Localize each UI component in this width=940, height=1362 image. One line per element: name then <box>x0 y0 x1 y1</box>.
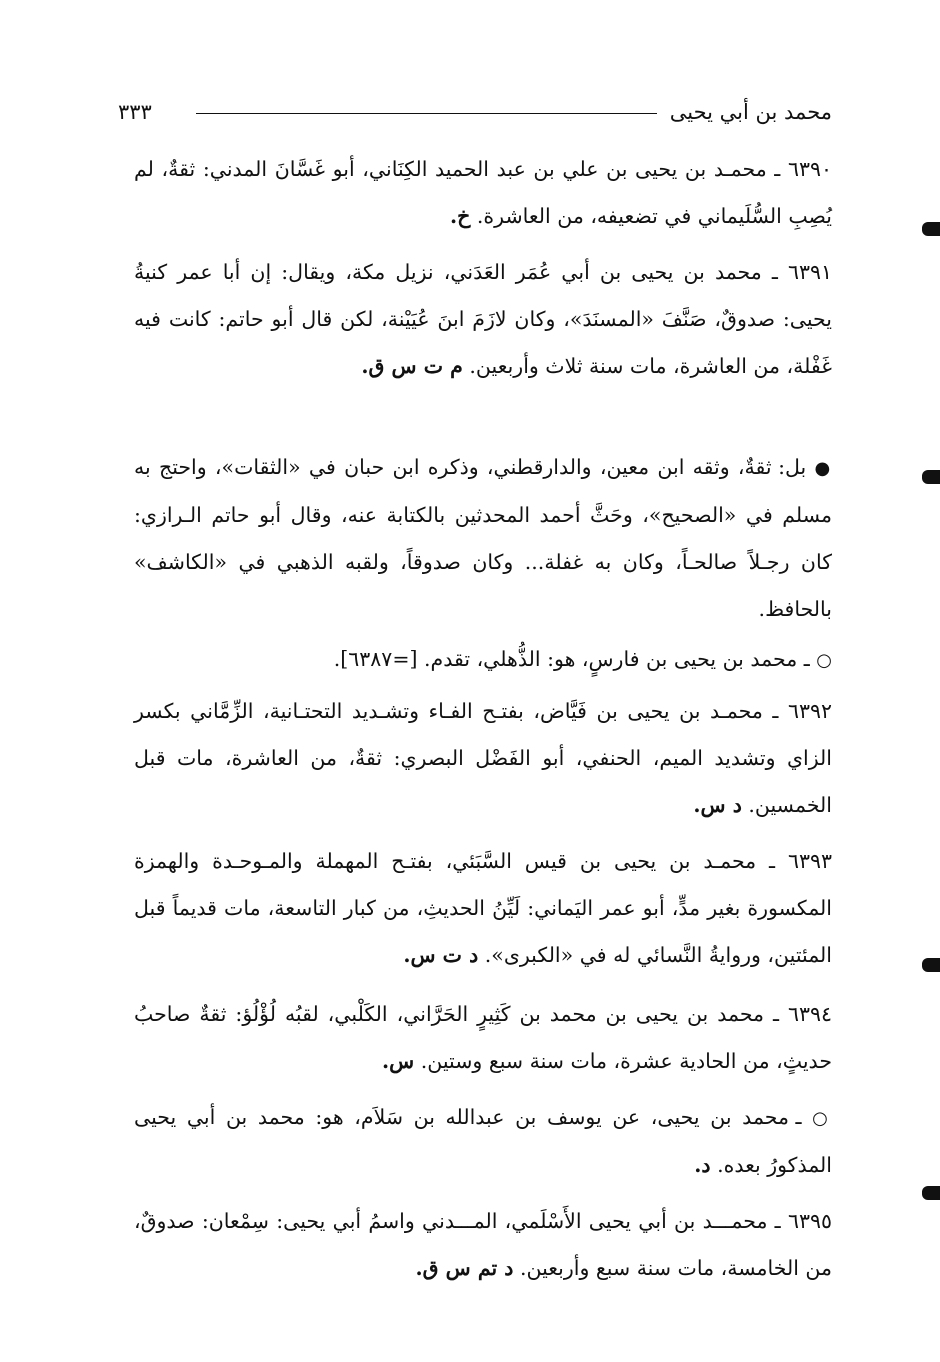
entry-sigla: س. <box>382 1049 415 1073</box>
cross-reference-abi-yahya <box>134 1094 832 1189</box>
entry-6395 <box>134 1198 832 1292</box>
header-rule <box>196 113 657 114</box>
cross-reference-6387 <box>134 636 832 684</box>
entry-sigla: د س. <box>693 793 742 817</box>
entry-text: ٦٣٩٠ ـ محمـد بن يحيى بن علي بن عبد الحميد الكِنَاني، أبو غَسَّانَ المدني: ثقةٌ، لم يُصِبِ السُّلَيماني في تضعيفه، من العاشرة. <box>134 157 832 228</box>
entry-sigla: د. <box>694 1153 711 1177</box>
page-number: ٣٣٣ <box>118 100 152 124</box>
entry-sigla: خ. <box>449 204 471 228</box>
entry-6392 <box>134 688 832 829</box>
entry-6391 <box>134 249 832 390</box>
commentary-note <box>134 444 832 633</box>
page-edge-mark <box>922 222 940 236</box>
hollow-bullet-icon: ○ <box>812 1108 832 1129</box>
header-title: محمد بن أبي يحيى <box>669 100 832 124</box>
entry-text: ٦٣٩٣ ـ محمـد بن يحيى بن قيس السَّبَئي، بفتـح المهملة والمـوحـدة والهمزة المكسورة بغير مدٍّ، أبو عمر اليَماني: لَيِّنُ الحديثِ، من كبار التاسعة، مات قديماً قبل المئتين، وروايةُ النَّسائي له في «الكبرى». <box>134 849 832 967</box>
entry-6390 <box>134 146 832 240</box>
entry-text: ٦٣٩١ ـ محمد بن يحيى بن أبي عُمَر العَدَني، نزيل مكة، ويقال: إن أبا عمر كنيةُ يحيى: صدوقٌ، صَنَّفَ «المسنَدَ»، وكان لازَمَ ابنَ عُيَيْنة، لكن قال أبو حاتم: كانت فيه غَفْلة، من العاشرة، مات سنة ثلاث وأربعين. <box>134 260 832 378</box>
entry-text: ٦٣٩٥ ـ محمـــد بن أبي يحيى الأَسْلَمي، المـــدني واسمُ أبي يحيى: سِمْعان: صدوقٌ، من الخامسة، مات سنة سبع وأربعين. <box>134 1209 832 1280</box>
filled-bullet-icon: ● <box>814 458 832 479</box>
entry-6393 <box>134 838 832 979</box>
page-edge-mark <box>922 958 940 972</box>
entry-sigla: د تم س ق. <box>415 1256 514 1280</box>
page-edge-mark <box>922 1186 940 1200</box>
page-edge-mark <box>922 470 940 484</box>
entry-text: ٦٣٩٤ ـ محمد بن يحيى بن محمد بن كَثِيرٍ الحَرَّاني، الكَلْبي، لقبُه لُؤْلُؤ: ثقةٌ صاحبُ حديثٍ، من الحادية عشرة، مات سنة سبع وستين. <box>134 1002 832 1073</box>
entry-text: ٦٣٩٢ ـ محمـد بن يحيى بن فَيَّاض، بفتـح الفـاء وتشـديد التحتـانية، الزِّمَّاني بكسر الزاي وتشديد الميم، الحنفي، أبو الفَضْل البصري: ثقةٌ، من العاشرة، مات قبل الخمسين. <box>134 699 832 817</box>
entry-sigla: د ت س. <box>403 943 479 967</box>
entry-text: ـ محمد بن يحيى بن فارسٍ، هو: الذُّهلي، تقدم. [=٦٣٨٧]. <box>333 647 810 671</box>
entry-sigla: م ت س ق. <box>361 354 463 378</box>
entry-text: ـ محمد بن يحيى، عن يوسف بن عبدالله بن سَلاَم، هو: محمد بن أبي يحيى المذكورُ بعده. <box>134 1105 832 1177</box>
hollow-bullet-icon: ○ <box>816 650 832 671</box>
entry-text: بل: ثقةٌ، وثقه ابن معين، والدارقطني، وذكره ابن حبان في «الثقات»، واحتج به مسلم في «الصحيح»، وحَثَّ أحمد المحدثين بالكتابة عنه، وقال أبو حاتم الـرازي: كان رجـلاً صالحـاً، وكان به غفلة... وكان صدوقاً، ولقبه الذهبي في «الكاشف» بالحافظ. <box>134 455 832 621</box>
entry-6394 <box>134 991 832 1085</box>
running-header <box>118 92 832 132</box>
